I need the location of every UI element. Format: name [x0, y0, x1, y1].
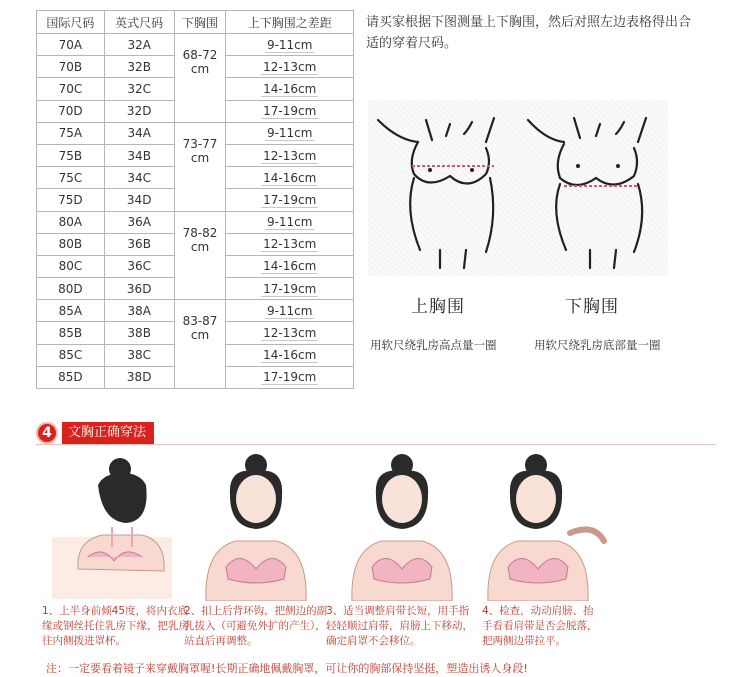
header-intl-size: 国际尺码 [37, 11, 105, 34]
bust-difference-cell [226, 56, 354, 78]
intl-size-cell: 70A [37, 34, 105, 56]
uk-size-cell: 34D [104, 189, 174, 211]
header-underbust: 下胸围 [174, 11, 226, 34]
intl-size-cell: 75C [37, 167, 105, 189]
bust-difference-value: 9-11cm [266, 303, 313, 318]
bust-difference-value: 9-11cm [266, 215, 313, 230]
uk-size-cell: 36C [104, 255, 174, 277]
uk-size-cell: 32A [104, 34, 174, 56]
table-row [37, 211, 354, 233]
measure-instruction: 请买家根据下图测量上下胸围，然后对照左边表格得出合适的穿着尺码。 [366, 15, 692, 51]
underbust-cell [174, 211, 226, 300]
step2-fasten-hook-icon [186, 449, 326, 601]
bust-difference-cell [226, 122, 354, 144]
uk-size-cell: 38D [104, 366, 174, 388]
uk-size-cell: 34A [104, 122, 174, 144]
intl-size-cell: 85C [37, 344, 105, 366]
intl-size-cell: 85B [37, 322, 105, 344]
step-3-illustration [330, 449, 470, 601]
bust-difference-cell [226, 211, 354, 233]
section-title: 文胸正确穿法 [62, 422, 154, 444]
uk-size-cell: 38A [104, 300, 174, 322]
bust-difference-value: 9-11cm [266, 126, 313, 141]
bust-difference-value: 12-13cm [263, 59, 317, 74]
uk-size-cell: 34C [104, 167, 174, 189]
body-measure-figures [368, 100, 668, 276]
uk-size-cell: 38C [104, 344, 174, 366]
bust-difference-cell [226, 233, 354, 255]
bust-difference-value: 14-16cm [263, 348, 317, 363]
intl-size-cell: 70D [37, 100, 105, 122]
table-row [37, 122, 354, 144]
bust-difference-value: 14-16cm [263, 259, 317, 274]
bust-difference-cell [226, 34, 354, 56]
underbust-range: 78-82 [182, 225, 218, 240]
step-4-text: 4、检查，动动肩膀、抬手看看肩带是否会脱落，把两侧边带拉平。 [482, 605, 598, 647]
uk-size-cell: 36D [104, 278, 174, 300]
bust-difference-value: 9-11cm [266, 37, 313, 52]
uk-size-cell: 36B [104, 233, 174, 255]
step-3-text: 3、适当调整肩带长短，用手指轻轻顺过肩带，肩膀上下移动，确定肩罩不会移位。 [326, 605, 473, 647]
bust-difference-cell [226, 322, 354, 344]
bust-difference-cell [226, 100, 354, 122]
bust-difference-cell [226, 144, 354, 166]
intl-size-cell: 85A [37, 300, 105, 322]
table-row [37, 34, 354, 56]
uk-size-cell: 34B [104, 144, 174, 166]
underbust-unit: cm [190, 239, 210, 254]
bust-difference-value: 17-19cm [263, 192, 317, 207]
uk-size-cell: 38B [104, 322, 174, 344]
step-2-text: 2、扣上后背环钩，把侧边的副乳拔入（可避免外扩的产生），站直后再调整。 [184, 605, 328, 647]
bust-difference-value: 17-19cm [263, 281, 317, 296]
bust-difference-value: 12-13cm [263, 326, 317, 341]
underbust-range: 73-77 [182, 136, 218, 151]
bust-difference-cell [226, 300, 354, 322]
bust-difference-cell [226, 366, 354, 388]
section-header [36, 421, 154, 445]
underbust-range: 68-72 [182, 48, 218, 62]
section-divider [36, 444, 716, 445]
step-4-illustration [474, 449, 614, 601]
intl-size-cell: 80A [37, 211, 105, 233]
bust-difference-cell [226, 167, 354, 189]
underbust-unit: cm [190, 62, 210, 76]
underbust-unit: cm [190, 328, 210, 343]
underbust-unit: cm [190, 150, 210, 165]
bust-difference-cell [226, 189, 354, 211]
bust-difference-cell [226, 344, 354, 366]
wearing-warning: 注：一定要看着镜子来穿戴胸罩喔!长期正确地佩戴胸罩，可让你的胸部保持坚挺，塑造出诱人身段! [46, 662, 528, 675]
intl-size-cell: 75B [37, 144, 105, 166]
size-chart-table [36, 10, 354, 389]
header-uk-size: 英式尺码 [104, 11, 174, 34]
table-header-row [37, 11, 354, 34]
underbust-cell [174, 300, 226, 389]
step4-check-icon [474, 449, 614, 601]
header-bust-difference: 上下胸围之差距 [226, 11, 354, 34]
section-number-badge: 4 [36, 422, 58, 444]
bust-difference-value: 12-13cm [263, 148, 317, 163]
intl-size-cell: 80C [37, 255, 105, 277]
underbust-range: 83-87 [182, 314, 218, 329]
lower-bust-label: 下胸围 [565, 297, 619, 317]
intl-size-cell: 80D [37, 278, 105, 300]
uk-size-cell: 32D [104, 100, 174, 122]
step-1-text: 1、上半身前倾45度，将内衣底缘或钢丝托住乳房下缘，把乳房往内侧拨进罩杯。 [42, 605, 189, 647]
bust-difference-cell [226, 278, 354, 300]
bust-difference-value: 14-16cm [263, 170, 317, 185]
intl-size-cell: 80B [37, 233, 105, 255]
intl-size-cell: 70C [37, 78, 105, 100]
bust-difference-cell [226, 78, 354, 100]
lower-bust-note: 用软尺绕乳房底部量一圈 [534, 338, 661, 352]
uk-size-cell: 32B [104, 56, 174, 78]
bust-difference-cell [226, 255, 354, 277]
bust-difference-value: 17-19cm [263, 104, 317, 119]
intl-size-cell: 70B [37, 56, 105, 78]
intl-size-cell: 85D [37, 366, 105, 388]
table-row [37, 300, 354, 322]
upper-bust-label: 上胸围 [411, 297, 465, 317]
underbust-cell [174, 34, 226, 123]
uk-size-cell: 32C [104, 78, 174, 100]
bust-difference-value: 17-19cm [263, 370, 317, 385]
step-2-illustration [186, 449, 326, 601]
torso-illustration [368, 100, 668, 276]
step-1-illustration [42, 449, 182, 601]
step1-lean-forward-icon [42, 449, 182, 601]
intl-size-cell: 75A [37, 122, 105, 144]
underbust-cell [174, 122, 226, 211]
bust-difference-value: 14-16cm [263, 81, 317, 96]
step3-adjust-strap-icon [330, 449, 470, 601]
uk-size-cell: 36A [104, 211, 174, 233]
bust-difference-value: 12-13cm [263, 237, 317, 252]
upper-bust-note: 用软尺绕乳房高点量一圈 [370, 338, 497, 352]
intl-size-cell: 75D [37, 189, 105, 211]
